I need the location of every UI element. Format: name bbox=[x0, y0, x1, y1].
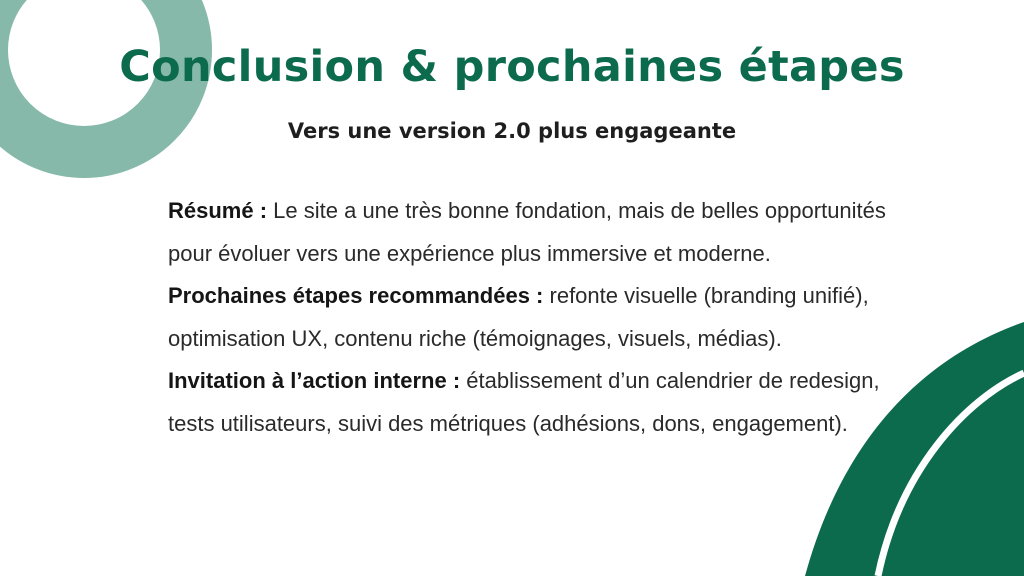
summary-text: Le site a une très bonne fondation, mais de belles opportunités pour évoluer vers une expérience plus immersive et moderne. bbox=[168, 198, 886, 266]
call-to-action-text: établissement d’un calendrier de redesign, tests utilisateurs, suivi des métriques (adhésions, dons, engagement). bbox=[168, 368, 880, 436]
summary-label: Résumé : bbox=[168, 198, 268, 223]
conclusion-body bbox=[168, 190, 908, 445]
summary-paragraph bbox=[168, 190, 908, 275]
call-to-action-label: Invitation à l’action interne : bbox=[168, 368, 461, 393]
next-steps-text: refonte visuelle (branding unifié), optimisation UX, contenu riche (témoignages, visuels, médias). bbox=[168, 283, 869, 351]
slide-subtitle: Vers une version 2.0 plus engageante bbox=[287, 119, 737, 143]
next-steps-paragraph bbox=[168, 275, 908, 360]
call-to-action-paragraph bbox=[168, 360, 908, 445]
next-steps-label: Prochaines étapes recommandées : bbox=[168, 283, 544, 308]
slide-title: Conclusion & prochaines étapes bbox=[119, 42, 905, 92]
